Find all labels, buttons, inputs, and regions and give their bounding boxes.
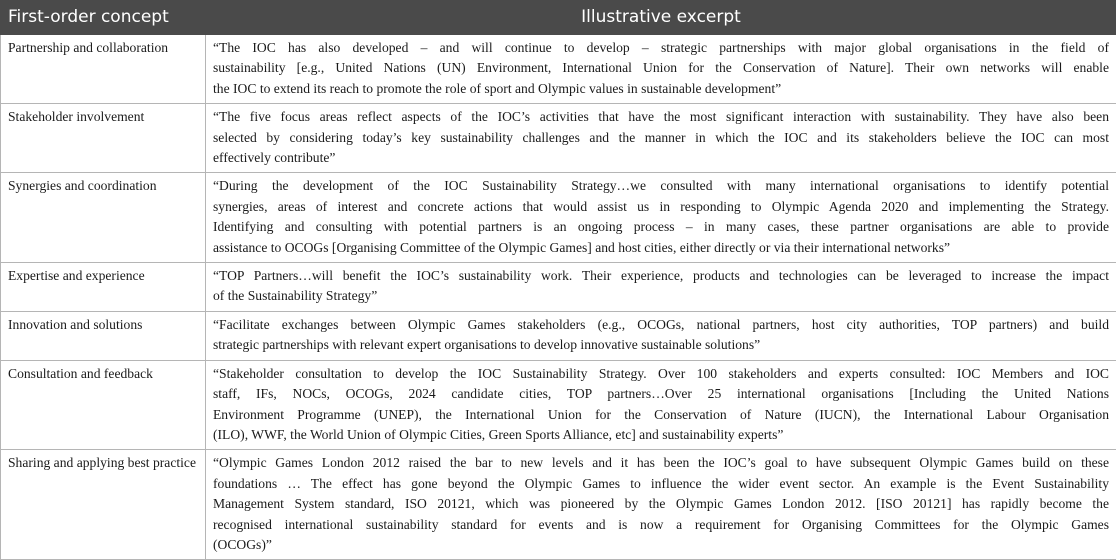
excerpt-cell [206, 35, 1116, 104]
excerpt-line: of the Sustainability Strategy” [213, 286, 1109, 306]
table-row [1, 35, 1116, 104]
excerpt-line: “The IOC has also developed – and will continue to develop – strategic partnerships with major global organisations in the field of [213, 38, 1109, 58]
excerpt-cell [206, 104, 1116, 173]
excerpt-line: “The five focus areas reflect aspects of the IOC’s activities that have the most significant interaction with sustainability. They have also been [213, 107, 1109, 127]
excerpt-line: staff, IFs, NOCs, OCOGs, 2024 candidate cities, TOP partners…Over 25 international organisations [Including the United Nations [213, 384, 1109, 404]
excerpt-line: Management System standard, ISO 20121, which was pioneered by the Olympic Games London 2012. [ISO 20121] has rapidly become the [213, 494, 1109, 514]
concept-cell: Expertise and experience [1, 263, 206, 312]
concept-cell: Stakeholder involvement [1, 104, 206, 173]
excerpt-line: the IOC to extend its reach to promote the role of sport and Olympic values in sustainable development” [213, 79, 1109, 99]
excerpt-cell [206, 263, 1116, 312]
header-illustrative-excerpt: Illustrative excerpt [206, 1, 1116, 35]
excerpt-line: “Facilitate exchanges between Olympic Games stakeholders (e.g., OCOGs, national partners, host city authorities, TOP partners) and build [213, 315, 1109, 335]
excerpt-cell [206, 311, 1116, 360]
table-row [1, 311, 1116, 360]
excerpt-line: synergies, areas of interest and concrete actions that would assist us in responding to Olympic Agenda 2020 and implementing the Strategy. [213, 197, 1109, 217]
excerpt-line: (ILO), WWF, the World Union of Olympic Cities, Green Sports Alliance, etc] and sustainability experts” [213, 425, 1109, 445]
concept-cell: Innovation and solutions [1, 311, 206, 360]
table-row [1, 360, 1116, 450]
excerpt-line: foundations … The effect has gone beyond the Olympic Games to influence the wider event sector. An example is the Event Sustainability [213, 474, 1109, 494]
concept-cell: Partnership and collaboration [1, 35, 206, 104]
excerpt-line: recognised international sustainability standard for events and is now a requirement for Organising Committees for the Olympic Games [213, 515, 1109, 535]
excerpt-line: effectively contribute” [213, 148, 1109, 168]
table-row [1, 450, 1116, 560]
excerpt-line: Environment Programme (UNEP), the International Union for the Conservation of Nature (IUCN), the International Labour Organisation [213, 405, 1109, 425]
excerpt-line: “TOP Partners…will benefit the IOC’s sustainability work. Their experience, products and technologies can be leveraged to increase the impact [213, 266, 1109, 286]
concept-cell: Synergies and coordination [1, 173, 206, 263]
table-row [1, 263, 1116, 312]
table-row [1, 104, 1116, 173]
header-first-order-concept: First-order concept [1, 1, 206, 35]
excerpt-line: “During the development of the IOC Sustainability Strategy…we consulted with many international organisations to identify potential [213, 176, 1109, 196]
excerpt-line: “Olympic Games London 2012 raised the bar to new levels and it has been the IOC’s goal to have subsequent Olympic Games build on these [213, 453, 1109, 473]
excerpt-line: “Stakeholder consultation to develop the IOC Sustainability Strategy. Over 100 stakeholders and experts consulted: IOC Members and IOC [213, 364, 1109, 384]
excerpt-line: Identifying and consulting with potential partners is an ongoing process – in many cases, these partner organisations are able to provide [213, 217, 1109, 237]
excerpt-line: (OCOGs)” [213, 535, 1109, 555]
concept-cell: Consultation and feedback [1, 360, 206, 450]
excerpt-line: selected by considering today’s key sustainability challenges and the manner in which the IOC and its stakeholders believe the IOC can most [213, 128, 1109, 148]
excerpt-line: sustainability [e.g., United Nations (UN) Environment, International Union for the Conservation of Nature]. Their own networks will enable [213, 58, 1109, 78]
table-header-row [1, 1, 1116, 35]
concept-cell: Sharing and applying best practice [1, 450, 206, 560]
table-row [1, 173, 1116, 263]
excerpt-cell [206, 450, 1116, 560]
excerpt-cell [206, 360, 1116, 450]
excerpt-cell [206, 173, 1116, 263]
excerpt-line: strategic partnerships with relevant expert organisations to develop innovative sustainable solutions” [213, 335, 1109, 355]
excerpt-line: assistance to OCOGs [Organising Committee of the Olympic Games] and host cities, either directly or via their international networks” [213, 238, 1109, 258]
